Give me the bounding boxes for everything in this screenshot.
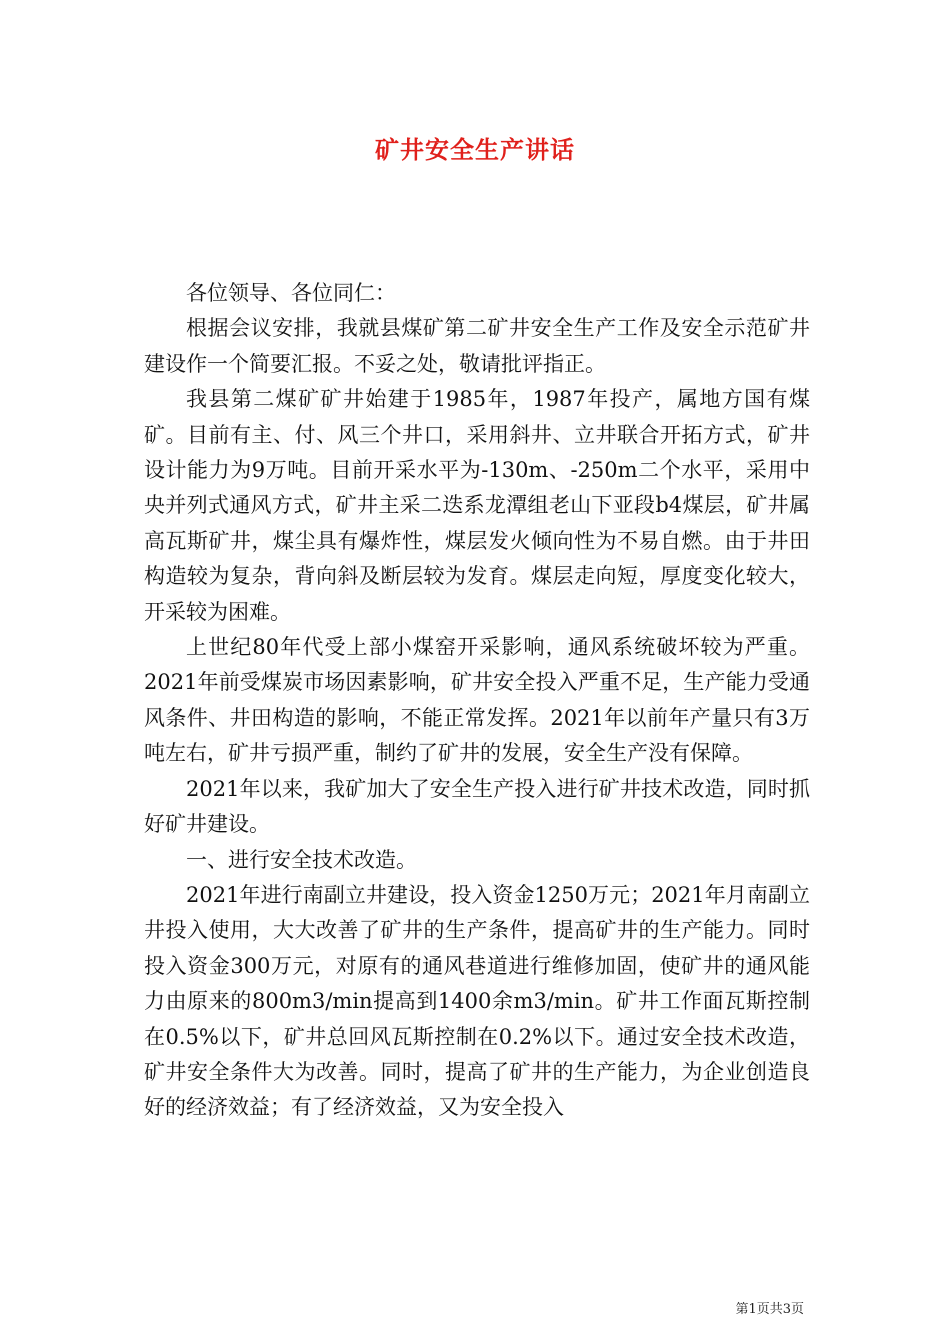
- document-body: [144, 276, 810, 1126]
- mine-overview-paragraph: 我县第二煤矿矿井始建于1985年，1987年投产，属地方国有煤矿。目前有主、付、风三个井口，采用斜井、立井联合开拓方式，矿井设计能力为9万吨。目前开采水平为-130m、-250m二个水平，采用中央并列式通风方式，矿井主采二迭系龙潭组老山下亚段b4煤层，矿井属高瓦斯矿井，煤尘具有爆炸性，煤层发火倾向性为不易自燃。由于井田构造较为复杂，背向斜及断层较为发育。煤层走向短，厚度变化较大，开采较为困难。: [144, 387, 810, 624]
- section-heading-1: 一、进行安全技术改造。: [186, 847, 417, 872]
- salutation-paragraph: 各位领导、各位同仁：: [186, 281, 396, 305]
- investment-paragraph: 2021年以来，我矿加大了安全生产投入进行矿井技术改造，同时抓好矿井建设。: [144, 776, 810, 837]
- technical-reform-paragraph: 2021年进行南副立井建设，投入资金1250万元；2021年月南副立井投入使用，大大改善了矿井的生产条件，提高矿井的生产能力。同时投入资金300万元，对原有的通风巷道进行维修加固，使矿井的通风能力由原来的800m3/min提高到1400余m3/min。矿井工作面瓦斯控制在0.5%以下，矿井总回风瓦斯控制在0.2%以下。通过安全技术改造，矿井安全条件大为改善。同时，提高了矿井的生产能力，为企业创造良好的经济效益；有了经济效益，又为安全投入: [144, 882, 810, 1120]
- history-paragraph: 上世纪80年代受上部小煤窑开采影响，通风系统破坏较为严重。2021年前受煤炭市场因素影响，矿井安全投入严重不足，生产能力受通风条件、井田构造的影响，不能正常发挥。2021年以前年产量只有3万吨左右，矿井亏损严重，制约了矿井的发展，安全生产没有保障。: [144, 635, 810, 766]
- intro-paragraph: 根据会议安排，我就县煤矿第二矿井安全生产工作及安全示范矿井建设作一个简要汇报。不妥之处，敬请批评指正。: [144, 316, 810, 376]
- page-number: 第1页共3页: [735, 1302, 804, 1317]
- page-title: 矿井安全生产讲话: [375, 135, 575, 164]
